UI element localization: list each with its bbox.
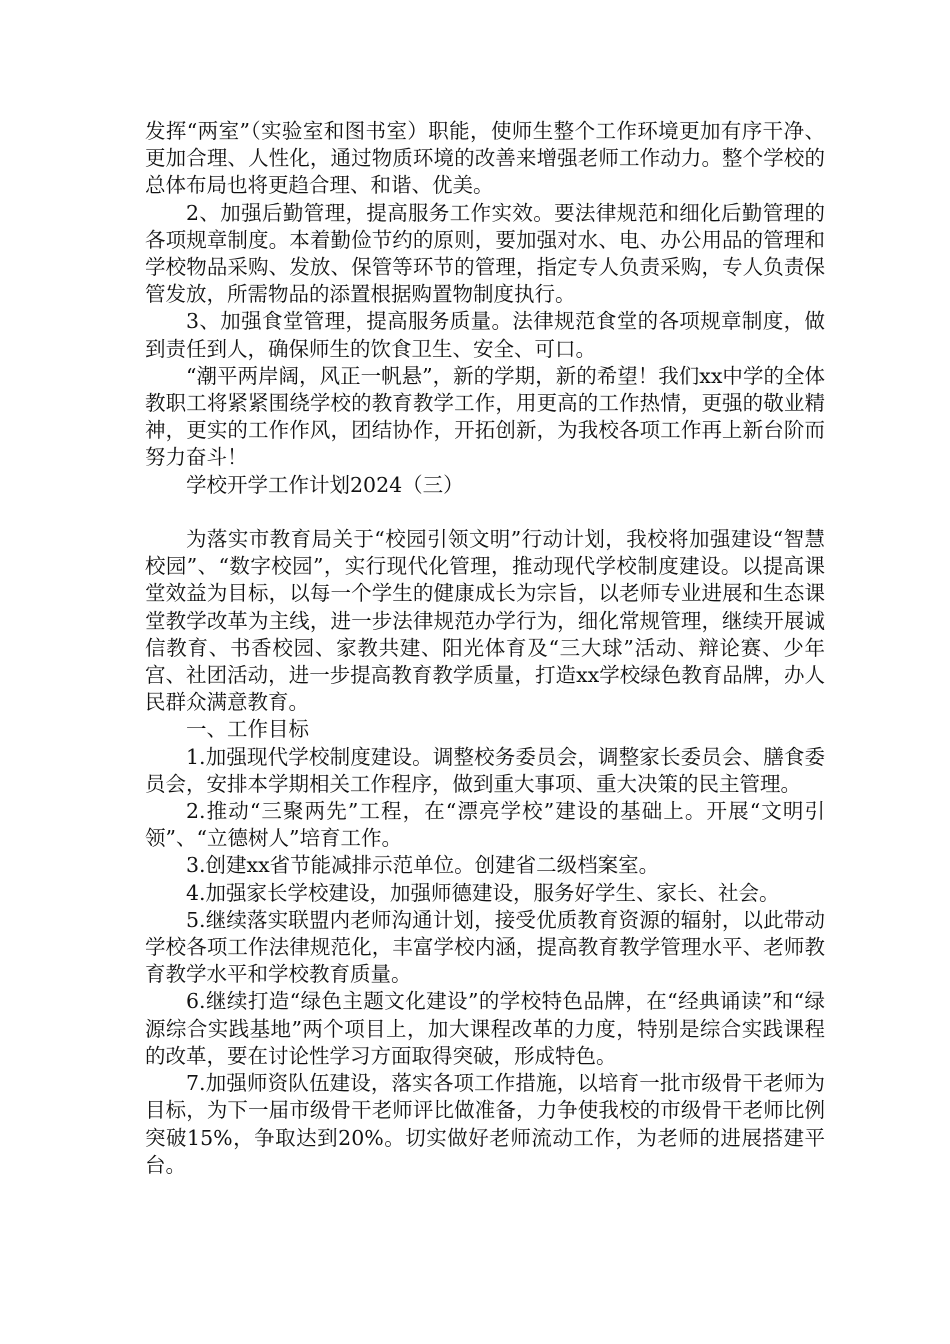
blank-line	[145, 499, 825, 526]
heading-work-goals: 一、工作目标	[186, 717, 309, 742]
paragraph-canteen: 3、加强食堂管理，提高服务质量。法律规范食堂的各项规章制度，做到责任到人，确保师生的饮食卫生、安全、可口。	[145, 309, 825, 361]
section-title: 学校开学工作计划2024（三）	[186, 472, 464, 497]
goal-item-2: 2.推动“三聚两先”工程，在“漂亮学校”建设的基础上。开展“文明引领”、“立德树人”培育工作。	[145, 799, 825, 851]
paragraph-intro: 为落实市教育局关于“校园引领文明”行动计划，我校将加强建设“智慧校园”、“数字校园”，实行现代化管理，推动现代学校制度建设。以提高课堂效益为目标，以每一个学生的健康成长为宗旨，以老师专业进展和生态课堂教学改革为主线，进一步法律规范办学行为，细化常规管理，继续开展诚信教育、书香校园、家教共建、阳光体育及“三大球”活动、辩论赛、少年宫、社团活动，进一步提高教育教学质量，打造xx学校绿色教育品牌，办人民群众满意教育。	[145, 527, 825, 715]
paragraph-continued: 发挥“两室”（实验室和图书室）职能，使师生整个工作环境更加有序干净、更加合理、人性化，通过物质环境的改善来增强老师工作动力。整个学校的总体布局也将更趋合理、和谐、优美。	[145, 119, 825, 198]
document-body	[145, 118, 825, 1179]
goal-item-4: 4.加强家长学校建设，加强师德建设，服务好学生、家长、社会。	[186, 880, 780, 905]
goal-item-7: 7.加强师资队伍建设，落实各项工作措施，以培育一批市级骨干老师为目标，为下一届市级骨干老师评比做准备，力争使我校的市级骨干老师比例突破15%，争取达到20%。切实做好老师流动工作，为老师的进展搭建平台。	[145, 1071, 825, 1177]
goal-item-5: 5.继续落实联盟内老师沟通计划，接受优质教育资源的辐射，以此带动学校各项工作法律规范化，丰富学校内涵，提高教育教学管理水平、老师教育教学水平和学校教育质量。	[145, 907, 825, 987]
paragraph-logistics: 2、加强后勤管理，提高服务工作实效。要法律规范和细化后勤管理的各项规章制度。本着勤俭节约的原则，要加强对水、电、办公用品的管理和学校物品采购、发放、保管等环节的管理，指定专人负责采购，专人负责保管发放，所需物品的添置根据购置物制度执行。	[145, 200, 825, 307]
goal-item-3: 3.创建xx省节能减排示范单位。创建省二级档案室。	[186, 853, 660, 878]
paragraph-closing: “潮平两岸阔，风正一帆悬”，新的学期，新的希望！我们xx中学的全体教职工将紧紧围绕学校的教育教学工作，用更高的工作热情，更强的敬业精神，更实的工作作风，团结协作，开拓创新，为我校各项工作再上新台阶而努力奋斗！	[145, 363, 825, 470]
goal-item-6: 6.继续打造“绿色主题文化建设”的学校特色品牌，在“经典诵读”和“绿源综合实践基地”两个项目上，加大课程改革的力度，特别是综合实践课程的改革，要在讨论性学习方面取得突破，形成特色。	[145, 989, 825, 1068]
goal-item-1: 1.加强现代学校制度建设。调整校务委员会，调整家长委员会、膳食委员会，安排本学期相关工作程序，做到重大事项、重大决策的民主管理。	[145, 744, 825, 796]
